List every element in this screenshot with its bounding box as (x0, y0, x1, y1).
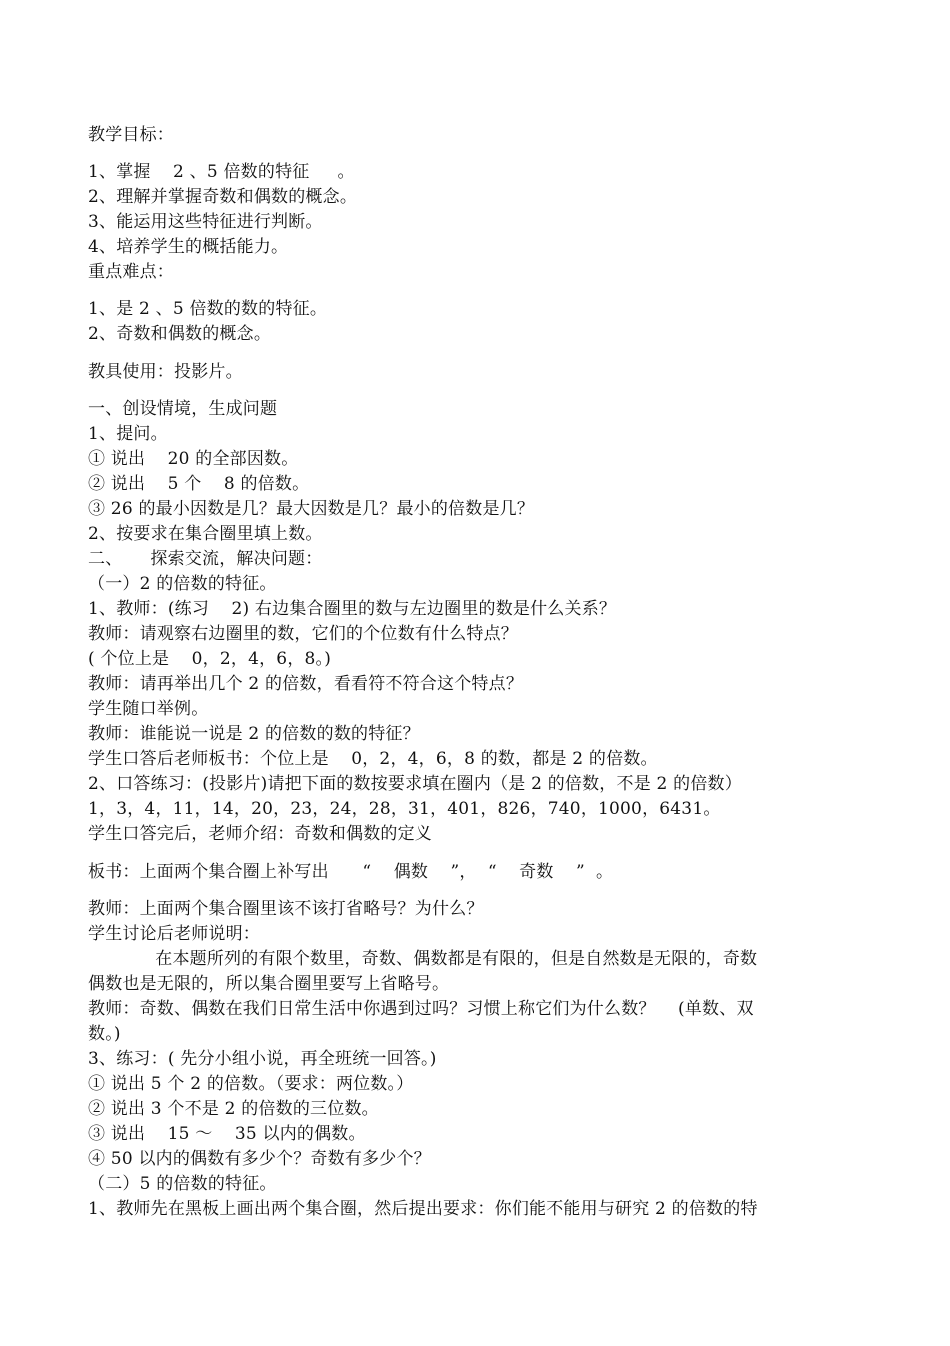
text-line: 数。) (88, 1024, 121, 1044)
heading-key-points: 重点难点： (88, 262, 174, 282)
text-line: 教师：谁能说一说是 2 的倍数的数的特征？ (88, 724, 420, 744)
objective-line: 1、掌握 2 、5 倍数的特征 。 (88, 162, 355, 182)
text-line: ④ 50 以内的偶数有多少个？奇数有多少个？ (88, 1149, 431, 1169)
text-line: 1、提问。 (88, 424, 168, 444)
text-line: 教师：请再举出几个 2 的倍数，看看符不符合这个特点？ (88, 674, 524, 694)
text-line: 教师：请观察右边圈里的数，它们的个位数有什么特点？ (88, 624, 518, 644)
text-line: ( 个位上是 0，2，4，6，8。) (88, 649, 332, 669)
text-line: 1、教师先在黑板上画出两个集合圈，然后提出要求：你们能不能用与研究 2 的倍数的特 (88, 1199, 758, 1219)
text-line: 教师：奇数、偶数在我们日常生活中你遇到过吗？习惯上称它们为什么数？ (单数、双 (88, 999, 754, 1019)
text-line: 学生随口举例。 (88, 699, 209, 719)
text-line: ① 说出 20 的全部因数。 (88, 449, 299, 469)
heading-objectives: 教学目标： (88, 125, 174, 145)
text-line: 3、练习：( 先分小组小说，再全班统一回答。) (88, 1049, 437, 1069)
text-line: 板书：上面两个集合圈上补写出 “ 偶数 ”， “ 奇数 ” 。 (88, 862, 614, 882)
text-line: 2、按要求在集合圈里填上数。 (88, 524, 323, 544)
subsection-heading: （一）2 的倍数的特征。 (88, 574, 277, 594)
objective-line: 3、能运用这些特征进行判断。 (88, 212, 323, 232)
section-heading: 二、 探索交流，解决问题： (88, 549, 323, 569)
section-heading: 一、创设情境，生成问题 (88, 399, 278, 419)
text-line: 偶数也是无限的，所以集合圈里要写上省略号。 (88, 974, 450, 994)
number-list: 1，3，4，11，14，20，23，24，28，31，401，826，740，1000，6431。 (88, 799, 721, 819)
key-point-line: 2、奇数和偶数的概念。 (88, 324, 272, 344)
text-line: 2、口答练习：(投影片)请把下面的数按要求填在圈内（是 2 的倍数，不是 2 的倍数） (88, 774, 742, 794)
key-point-line: 1、是 2 、5 倍数的数的特征。 (88, 299, 328, 319)
text-line: 在本题所列的有限个数里，奇数、偶数都是有限的，但是自然数是无限的，奇数 (88, 949, 758, 969)
text-line: 1、教师：(练习 2) 右边集合圈里的数与左边圈里的数是什么关系？ (88, 599, 617, 619)
text-line: ② 说出 3 个不是 2 的倍数的三位数。 (88, 1099, 379, 1119)
subsection-heading: （二）5 的倍数的特征。 (88, 1174, 277, 1194)
text-line: 学生口答后老师板书：个位上是 0，2，4，6，8 的数，都是 2 的倍数。 (88, 749, 658, 769)
text-line: 教师：上面两个集合圈里该不该打省略号？为什么？ (88, 899, 484, 919)
text-line: ① 说出 5 个 2 的倍数。（要求：两位数。） (88, 1074, 414, 1094)
text-line: ③ 26 的最小因数是几？最大因数是几？最小的倍数是几？ (88, 499, 535, 519)
text-line: 学生口答完后，老师介绍：奇数和偶数的定义 (88, 824, 432, 844)
text-line: ③ 说出 15 ～ 35 以内的偶数。 (88, 1124, 366, 1144)
text-line: ② 说出 5 个 8 的倍数。 (88, 474, 310, 494)
teaching-aids: 教具使用：投影片。 (88, 362, 243, 382)
text-line: 学生讨论后老师说明： (88, 924, 260, 944)
objective-line: 2、理解并掌握奇数和偶数的概念。 (88, 187, 358, 207)
objective-line: 4、培养学生的概括能力。 (88, 237, 289, 257)
